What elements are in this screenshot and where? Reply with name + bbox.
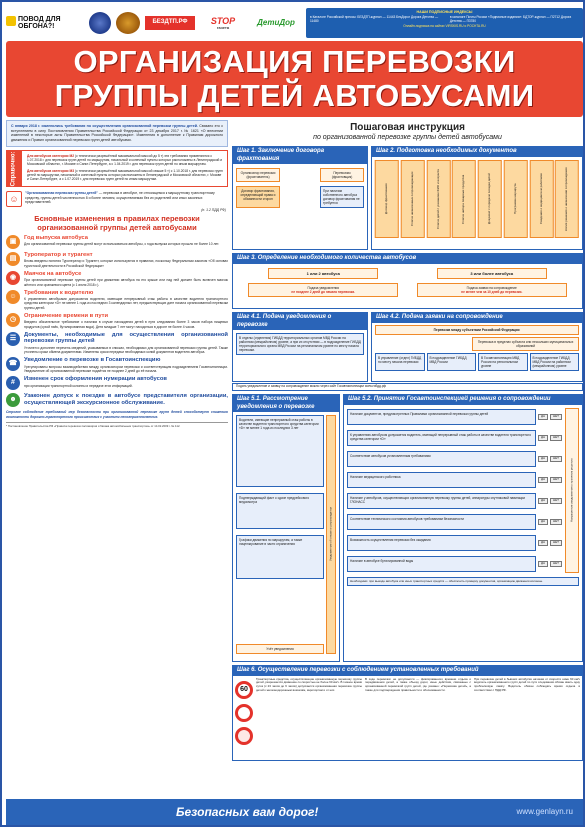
ref1-heading: Для автобусов категории М2 xyxy=(27,153,75,158)
no-label: НЕТ xyxy=(550,456,562,462)
definition-source: (п. 1.2 ПДД РФ) xyxy=(201,208,226,213)
no-label: НЕТ xyxy=(550,540,562,546)
change-item-text: Урегулированы вопросы взаимодействия между организатором перевозки и соответствующим подразделением Госавтоинспекции. Уведомление об организованной перевозке подаётся не позднее 2 дней до её начала. xyxy=(24,364,228,373)
change-item-text: При организованной перевозке группы детей при движении автобуса на его крыше или над ней должен быть включен маячок жёлтого или оранжевого цвета (с 1 июля 2018 г.). xyxy=(24,278,228,287)
step3-request xyxy=(417,283,567,297)
step6-title: Шаг 6. Осуществление перевозки с соблюдением установленных требований xyxy=(233,666,582,676)
check-row xyxy=(347,556,562,572)
step5-2 xyxy=(343,394,583,662)
step2-document: Список набора пищевых продуктов xyxy=(452,160,476,238)
no-label: НЕТ xyxy=(550,435,562,441)
step3 xyxy=(232,253,583,309)
no-label: НЕТ xyxy=(550,477,562,483)
ref1-text: (с технически разрешённой максимальной массой до 5 т) эти требования применяются с 1.07.2018 г. для перевозок групп детей по маршрутам, начальный и конечный пункты которых расположены в Ленинградской и Московской областях, г. Москве и Санкт-Петербурге, а с 1.04.2019 г. для перевозок групп детей по иным маршрутам. xyxy=(27,153,223,167)
no-label: НЕТ xyxy=(550,414,562,420)
change-item-heading: Ограничение времени в пути xyxy=(24,313,109,320)
doc-icon: ☰ xyxy=(6,332,20,346)
check-row xyxy=(347,535,562,551)
step5-1-vertical-bar: Уведомление об отказе в сопровождении xyxy=(326,415,336,654)
check-text: Наличие у автобусов, осуществляющих организованную перевозку группы детей, аппаратуры спутниковой навигации ГЛОНАСС xyxy=(347,493,536,509)
suitcase-icon: ▤ xyxy=(6,252,20,266)
check-row xyxy=(347,430,562,446)
step4 xyxy=(232,312,583,382)
check-row xyxy=(347,514,562,530)
change-item xyxy=(6,393,228,407)
change-item xyxy=(6,271,228,287)
step5-1-medical: Подтверждающий факт о сдаче предрейсового медосмотра xyxy=(236,493,324,529)
changes-heading: Бсновные изменения в правилах перевозки организованной группы детей автобусами xyxy=(34,214,200,232)
step4-2-title: Шаг 4.2. Подача заявки на сопровождение xyxy=(372,313,582,323)
step2-title: Шаг 2. Подготовка необходимых документов xyxy=(372,147,582,157)
step4-2-option-a: В управление (отдел) ГИБДД по месту начала перевозки xyxy=(375,353,425,371)
change-item-heading: Документы, необходимые для осуществления организованной перевозки группы детей xyxy=(24,331,228,345)
change-item-heading: Изменен срок оформления нумерации автобусов xyxy=(24,376,167,383)
instruction-subtitle: по организованной перевозке группы детей автобусами xyxy=(313,134,502,141)
change-item-text: К управлению автобусами допускаются водители, имеющие непрерывный стаж работы в качестве водителя транспортного средства категории «D» не менее 1 года из последних 3 календарных лет, предшествующих дате начала организованной перевозки группы детей. xyxy=(24,297,228,310)
step1-own-bus-note: При наличии собственного автобуса договор фрахтования не требуется xyxy=(320,186,364,208)
online-note: Подать уведомление и заявку на сопровождение можно через сайт Госавтоинспекции www.гибдд.рф xyxy=(232,383,583,391)
no-label: НЕТ xyxy=(550,498,562,504)
step2-document: Сведения о медицинском работнике xyxy=(530,160,554,238)
no-label: НЕТ xyxy=(550,519,562,525)
change-item-heading: Уведомление о перевозке в Госавтоинспекцию xyxy=(24,357,161,364)
step1 xyxy=(232,146,368,250)
person-icon: ☻ xyxy=(6,393,20,407)
step5-1-bottom: Учёт уведомления xyxy=(236,644,324,654)
change-item-text: Вновь введены понятия Туроператор и Турагент, которые используются в правилах, поскольку Федеральным законом «Об основах туристской деятельности в Российской Федерации» xyxy=(24,259,228,268)
left-column xyxy=(6,120,228,796)
top-bar xyxy=(6,6,583,40)
main-title xyxy=(6,41,583,117)
subscription-box xyxy=(306,8,583,38)
intro-text: Связано это с вступлением в силу Постановления Правительства Российской Федерации от 23 декабря 2017 г. № 1621 «О внесении изменений в некоторые акты Правительства Российской Федерации». Изменения в дополнение к Правилам дорожного движения и Правил организованной перевозки групп детей автобусами. xyxy=(11,124,223,143)
bus-icon: ▣ xyxy=(6,235,20,249)
change-item-heading: Туроператор и турагент xyxy=(24,251,93,258)
check-row xyxy=(347,409,562,425)
change-item xyxy=(6,252,228,268)
title-line1: ОРГАНИЗАЦИЯ ПЕРЕВОЗКИ xyxy=(73,44,516,79)
change-item-heading: Узаконен допуск к поездке в автобусе представителя организации, осуществляющей экскурсионное обслуживание. xyxy=(24,393,228,406)
number-icon: # xyxy=(6,376,20,390)
step3-one-two-buses: 1 или 2 автобуса xyxy=(268,268,378,279)
yes-label: ДА xyxy=(538,435,548,441)
step5-2-checks xyxy=(347,408,562,573)
reference-label: Справочно: xyxy=(10,151,17,186)
check-text: Соответствие автобусов установленным требованиям xyxy=(347,451,536,467)
step2-document: Договор фрахтования xyxy=(375,160,399,238)
ref2-text: (с технически разрешённой максимальной массой свыше 5 т) с 1.10.2018 г. для перевозок групп детей по маршрутам, начальный и конечный пункты которых расположены в Ленинградской и Московской областях, г. Москве и Санкт-Петербурге, а с 1.07.2019 г. для перевозок групп детей по иным маршрутам. xyxy=(27,168,223,182)
warning-sign-icon xyxy=(235,727,253,745)
bezdtp-logo: БЕЗДТП.РФ xyxy=(145,16,195,30)
subscription-col1: в Каталоге Российской прессы: БЕЗДТП-журнал — 11443 БезДорог Дорога Детства — 11480 xyxy=(310,15,439,24)
definition-block xyxy=(6,191,228,207)
step5-2-title: Шаг 5.2. Принятие Госавтоинспекцией решения о сопровождении xyxy=(344,395,582,405)
step5-1 xyxy=(232,394,340,662)
steps-1-2 xyxy=(232,146,583,250)
yes-label: ДА xyxy=(538,414,548,420)
step6-col1: Транспортные средства, осуществляющие организованную перевозку группы детей, разрешается движение со скоростью не более 60 км/ч. В темное время суток (с 23 часов до 6 часов) допускается организованная перевозка группы детей к железнодорожным вокзалам, аэропортам и от них. xyxy=(256,676,362,692)
stop-gazeta-logo xyxy=(200,12,246,34)
step6 xyxy=(232,665,583,761)
phone-icon: ☎ xyxy=(6,357,20,371)
step2-document: Документ с порядком посадки детей xyxy=(478,160,502,238)
step3-notification-text: Подача уведомления xyxy=(307,285,340,290)
step4-2 xyxy=(371,312,583,382)
yes-label: ДА xyxy=(538,498,548,504)
yes-label: ДА xyxy=(538,456,548,462)
step4-2-option-d: В подразделение ГИБДД МВД России на районном (межрайонном) уровне xyxy=(530,353,580,371)
change-item xyxy=(6,235,228,249)
subscription-col2: в каталоге Почты России «Подписные издания»: БДТОР-журнал — П2712 Дорога Детства — П3780 xyxy=(449,15,572,24)
step5 xyxy=(232,394,583,662)
change-item-heading: Маячок на автобусе xyxy=(24,270,82,277)
step3-three-buses: 3 или более автобуса xyxy=(437,268,547,279)
step3-notification-deadline: не позднее 2 дней до начала перевозки. xyxy=(291,289,356,294)
stop-logo-sub: газета xyxy=(216,24,230,30)
change-item-text: Для организованной перевозки группы детей могут использоваться автобусы, с года выпуска которых прошло не более 10 лет. xyxy=(24,242,220,247)
step4-2-option-c: В Госавтоинспекцию МВД России на региональном уровне xyxy=(478,353,528,371)
change-item xyxy=(6,376,228,390)
subscription-title: НАШИ ПОДПИСНЫЕ ИНДЕКСЫ xyxy=(416,10,473,14)
step1-organizer: Организатор перевозки (фрахтователь) xyxy=(236,168,280,182)
step2-documents xyxy=(372,157,582,241)
intro-box xyxy=(6,120,228,147)
yes-label: ДА xyxy=(538,540,548,546)
step4-1 xyxy=(232,312,368,382)
intro-bold: С января 2018 г. изменились требования по осуществлению организованной перевозки группы детей. xyxy=(11,124,198,128)
step5-1-driver-check: Водители, имеющие непрерывный стаж работы в качестве водителя транспортного средства категории «D» не менее 1 года из последних 3 лет xyxy=(236,415,324,487)
bottom-band xyxy=(6,799,583,825)
step2-document: Копия решения о назначении сопровождения xyxy=(555,160,579,238)
step1-title: Шаг 1. Заключение договора фрахтования xyxy=(233,147,367,164)
definition-heading: "Организованная перевозка группы детей" xyxy=(25,191,98,196)
change-item xyxy=(6,290,228,310)
change-item-text: при организации транспортной колонны и передаче этих информаций. xyxy=(24,383,133,388)
step5-1-schedule: Графики движения по маршрутам, а также лицензирование в части ограничения xyxy=(236,535,324,579)
change-item-text: Уточнен и дополнен перечень сведений, указываемых в списках, необходимых для организованной перевозки группы детей. Также уточнены сроки обмена документами. Изменены сроки передачи необходимых копий документов водителю автобуса. xyxy=(24,345,228,355)
step1-carrier: Перевозчик (фрахтовщик) xyxy=(320,168,364,182)
check-row xyxy=(347,493,562,509)
instruction-heading xyxy=(232,120,583,146)
change-item-heading: Требования к водителю xyxy=(24,289,94,296)
website-link[interactable]: www.genlayn.ru xyxy=(516,807,573,817)
check-row xyxy=(347,472,562,488)
detidor-logo: ДетиДор xyxy=(257,18,295,28)
definition-text: — перевозка в автобусе, не относящемся к маршрутному транспортному средству, группы детей численностью 8 и более человек, осуществляемая без их родителей или иных законных представителей. xyxy=(25,191,215,205)
step2-document: Программа маршрута xyxy=(504,160,528,238)
subscription-footer: Онлайн-подписка на сайтах VIRSKIS.RU и POCHTA.RU xyxy=(403,24,486,29)
clock-icon: ◷ xyxy=(6,313,20,327)
strict-note xyxy=(6,410,228,419)
step6-col3: При перевозке детей в бывших автобусах начиная от скорости ниже 60 км/ч водитель организованного групп детей по пути следования обязан иметь одну проблесковую лампу. Водитель обязан соблюдать время отдыха в соответствии с ПДД РФ. xyxy=(474,676,580,692)
ref2-heading: Для автобусов категории М3 xyxy=(27,168,75,173)
children-icon: ☺ xyxy=(6,191,22,207)
change-item xyxy=(6,332,228,354)
slogan: Безопасных вам дорог! xyxy=(176,804,319,819)
step4-2-between-regions: Перевозка между субъектами Российской Федерации: xyxy=(375,325,579,335)
title-line2: ГРУППЫ ДЕТЕЙ АВТОБУСАМИ xyxy=(54,78,535,113)
reference-box xyxy=(6,150,228,188)
check-text: К управлению автобусом допускается водитель, имеющий непрерывный стаж работы в качестве водителя транспортного средства категории «D» xyxy=(347,430,536,446)
yes-label: ДА xyxy=(538,561,548,567)
yes-label: ДА xyxy=(538,519,548,525)
gibdd-emblem-icon xyxy=(89,12,111,34)
no-label: НЕТ xyxy=(550,561,562,567)
change-item xyxy=(6,313,228,329)
step2-document: Список детей с указанием ФИО и возраста xyxy=(427,160,451,238)
step5-2-result-bar: Направление уведомления о принятом решении xyxy=(565,408,579,573)
stop-logo-text: STOP xyxy=(210,15,236,26)
change-item-text: Введено обязательное требование о наличии в случае нахождения детей в пути следования более 3 часов набора пищевых продуктов (сухой паёк, бутилированная вода). Дети младше 7 лет могут находиться в дороге не более 4 часов. xyxy=(24,320,228,329)
footnotes: * Постановление Правительства РФ «Правила перевозок пассажиров и багажа автомобильным транспортом» от 14.02.2009 г. № 112. xyxy=(6,422,228,428)
strict-note-text: Строгое соблюдение требований мер безопасности при организованной перевозке групп детей способствует снижению возможности дорожно-транспортного происшествия с участием несовершеннолетних. xyxy=(6,410,228,419)
step4-2-option-b: В подразделение ГИБДД МВД России xyxy=(427,353,477,371)
step6-col2: В ходе перевозки: не допускается — фиксированного времени отдыха и передвижения детей, а также объезд дорог, иные действия, связанные с организованной перевозкой групп детей, где указано: «Перевозка детей», а также для подтверждения правильности и обоснованности. xyxy=(365,676,471,692)
step5-2-final-note: Необходимо: при выезде автобуса или иных транспортных средств — обеспечить проверку документов, организацию движения колонны. xyxy=(347,577,579,587)
step4-1-title: Шаг 4.1. Подача уведомления о перевозке xyxy=(233,313,367,330)
check-text: Соответствие технического состояния автобусов требованиям безопасности xyxy=(347,514,536,530)
povod-logo: ПОВОД ДЛЯ ОБГОНА?! xyxy=(6,12,84,34)
check-text: Наличие медицинского работника xyxy=(347,472,536,488)
right-column xyxy=(232,120,583,796)
no-stopping-icon xyxy=(235,704,253,722)
speed-limit-icon: 60 xyxy=(235,681,253,699)
beacon-icon: ◉ xyxy=(6,271,20,285)
step3-title: Шаг 3. Определение необходимого количества автобусов xyxy=(233,254,582,264)
step4-2-within-region: Перевозка в пределах субъекта или нескольких муниципальных образований xyxy=(472,337,579,351)
step3-request-deadline: не менее чем за 10 дней до перевозки. xyxy=(461,289,523,294)
check-text: Наличие документов, предусмотренных Правилами организованной перевозки группы детей xyxy=(347,409,536,425)
check-text: Возможность осуществления перевозки без ожидания xyxy=(347,535,536,551)
changes-list xyxy=(6,235,228,407)
step1-contract: Договор фрахтования, определяющий права и обязанности сторон xyxy=(236,186,280,208)
step2 xyxy=(371,146,583,250)
change-item-heading: Год выпуска автобуса xyxy=(24,234,88,241)
step5-1-title: Шаг 5.1. Рассмотрение уведомления о перевозке xyxy=(233,395,339,412)
step2-document: Список назначенных сопровождающих xyxy=(401,160,425,238)
mvd-emblem-icon xyxy=(116,12,140,34)
step3-request-text: Подача заявки на сопровождение xyxy=(466,285,517,290)
driver-icon: ☺ xyxy=(6,290,20,304)
step4-1-text: В отделы (отделения) ГИБДД территориальных органов МВД России на районном (межрайонном) уровне, а при их отсутствии — в подразделение ГИБДД территориального органа МВД России на региональном уровне по месту начала перевозки. xyxy=(236,333,364,355)
yes-label: ДА xyxy=(538,477,548,483)
instruction-title: Пошаговая инструкция xyxy=(350,122,465,133)
step3-notification xyxy=(248,283,398,297)
check-text: Наличие в автобусе бутилированной воды xyxy=(347,556,536,572)
change-item xyxy=(6,357,228,373)
check-row xyxy=(347,451,562,467)
